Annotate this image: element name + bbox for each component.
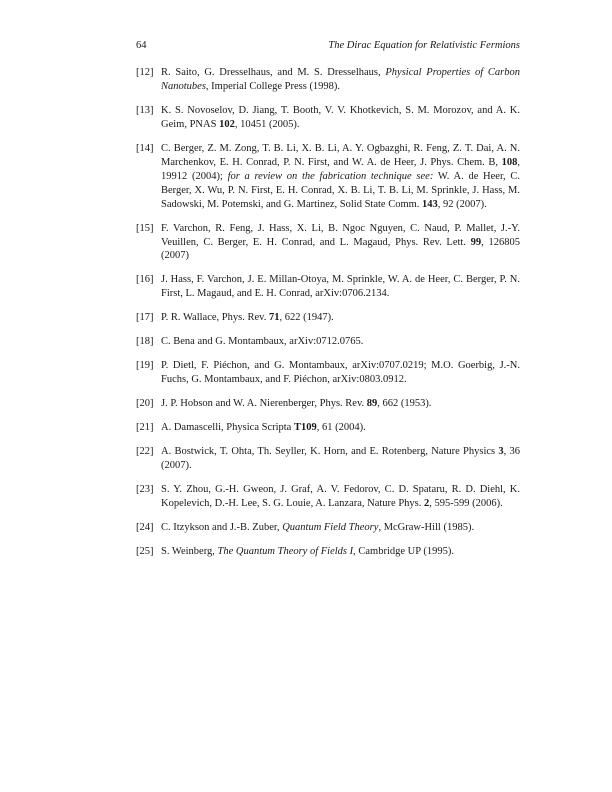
reference-text: S. Weinberg, The Quantum Theory of Fields I, Cambridge UP (1995). [161, 545, 454, 557]
running-title: The Dirac Equation for Relativistic Fermions [328, 40, 520, 51]
reference-item [136, 66, 520, 94]
reference-label: [24] [136, 521, 154, 533]
reference-label: [21] [136, 422, 154, 434]
reference-item [136, 483, 520, 511]
reference-item [136, 397, 520, 411]
reference-item [136, 421, 520, 435]
reference-label: [16] [136, 274, 154, 286]
reference-label: [15] [136, 222, 154, 234]
reference-text: C. Berger, Z. M. Zong, T. B. Li, X. B. Li, A. Y. Ogbazghi, R. Feng, Z. T. Dai, A. N. Marchenkov, E. H. Conrad, P. N. First, and W. A. de Heer, J. Phys. Chem. B, 108, 19912 (2004); for a review on the fabrication technique see: W. A. de Heer, C. Berger, X. Wu, P. N. First, E. H. Conrad, X. B. Li, T. B. Li, M. Sprinkle, J. Hass, M. Sadowski, M. Potemski, and G. Martinez, Solid State Comm. 143, 92 (2007). [161, 142, 520, 210]
reference-text: P. R. Wallace, Phys. Rev. 71, 622 (1947). [161, 312, 334, 324]
reference-text: R. Saito, G. Dresselhaus, and M. S. Dresselhaus, Physical Properties of Carbon Nanotubes, Imperial College Press (1998). [161, 67, 520, 92]
reference-label: [17] [136, 312, 154, 324]
reference-label: [18] [136, 336, 154, 348]
reference-item [136, 445, 520, 473]
reference-item [136, 335, 520, 349]
reference-item [136, 359, 520, 387]
reference-text: A. Bostwick, T. Ohta, Th. Seyller, K. Horn, and E. Rotenberg, Nature Physics 3, 36 (2007). [161, 446, 521, 472]
reference-label: [22] [136, 446, 154, 458]
reference-label: [25] [136, 545, 154, 557]
reference-text: J. P. Hobson and W. A. Nierenberger, Phys. Rev. 89, 662 (1953). [161, 398, 432, 410]
reference-item [136, 142, 520, 212]
reference-text: S. Y. Zhou, G.-H. Gweon, J. Graf, A. V. Fedorov, C. D. Spataru, R. D. Diehl, K. Kopelevich, D.-H. Lee, S. G. Louie, A. Lanzara, Nature Phys. 2, 595-599 (2006). [161, 483, 520, 509]
reference-text: C. Bena and G. Montambaux, arXiv:0712.0765. [161, 336, 364, 348]
reference-item [136, 104, 520, 132]
reference-label: [19] [136, 360, 154, 372]
reference-item [136, 222, 520, 264]
reference-item [136, 545, 520, 559]
page-header [136, 40, 520, 51]
reference-label: [12] [136, 67, 154, 78]
reference-text: F. Varchon, R. Feng, J. Hass, X. Li, B. Ngoc Nguyen, C. Naud, P. Mallet, J.-Y. Veuillen, C. Berger, E. H. Conrad, and L. Magaud, Phys. Rev. Lett. 99, 126805 (2007) [161, 222, 520, 262]
reference-label: [23] [136, 483, 154, 495]
reference-text: A. Damascelli, Physica Scripta T109, 61 (2004). [161, 422, 366, 434]
reference-text: J. Hass, F. Varchon, J. E. Millan-Otoya, M. Sprinkle, W. A. de Heer, C. Berger, P. N. First, L. Magaud, and E. H. Conrad, arXiv:0706.2134. [161, 274, 520, 300]
reference-item [136, 521, 520, 535]
reference-item [136, 311, 520, 325]
page-number: 64 [136, 40, 147, 51]
reference-label: [14] [136, 142, 154, 154]
reference-label: [13] [136, 104, 154, 116]
reference-list [136, 66, 520, 559]
reference-text: K. S. Novoselov, D. Jiang, T. Booth, V. V. Khotkevich, S. M. Morozov, and A. K. Geim, PNAS 102, 10451 (2005). [161, 104, 520, 130]
reference-label: [20] [136, 398, 154, 410]
reference-text: P. Dietl, F. Piéchon, and G. Montambaux, arXiv:0707.0219; M.O. Goerbig, J.-N. Fuchs, G. Montambaux, and F. Piéchon, arXiv:0803.0912. [161, 360, 520, 386]
reference-text: C. Itzykson and J.-B. Zuber, Quantum Field Theory, McGraw-Hill (1985). [161, 521, 475, 533]
reference-item [136, 273, 520, 301]
